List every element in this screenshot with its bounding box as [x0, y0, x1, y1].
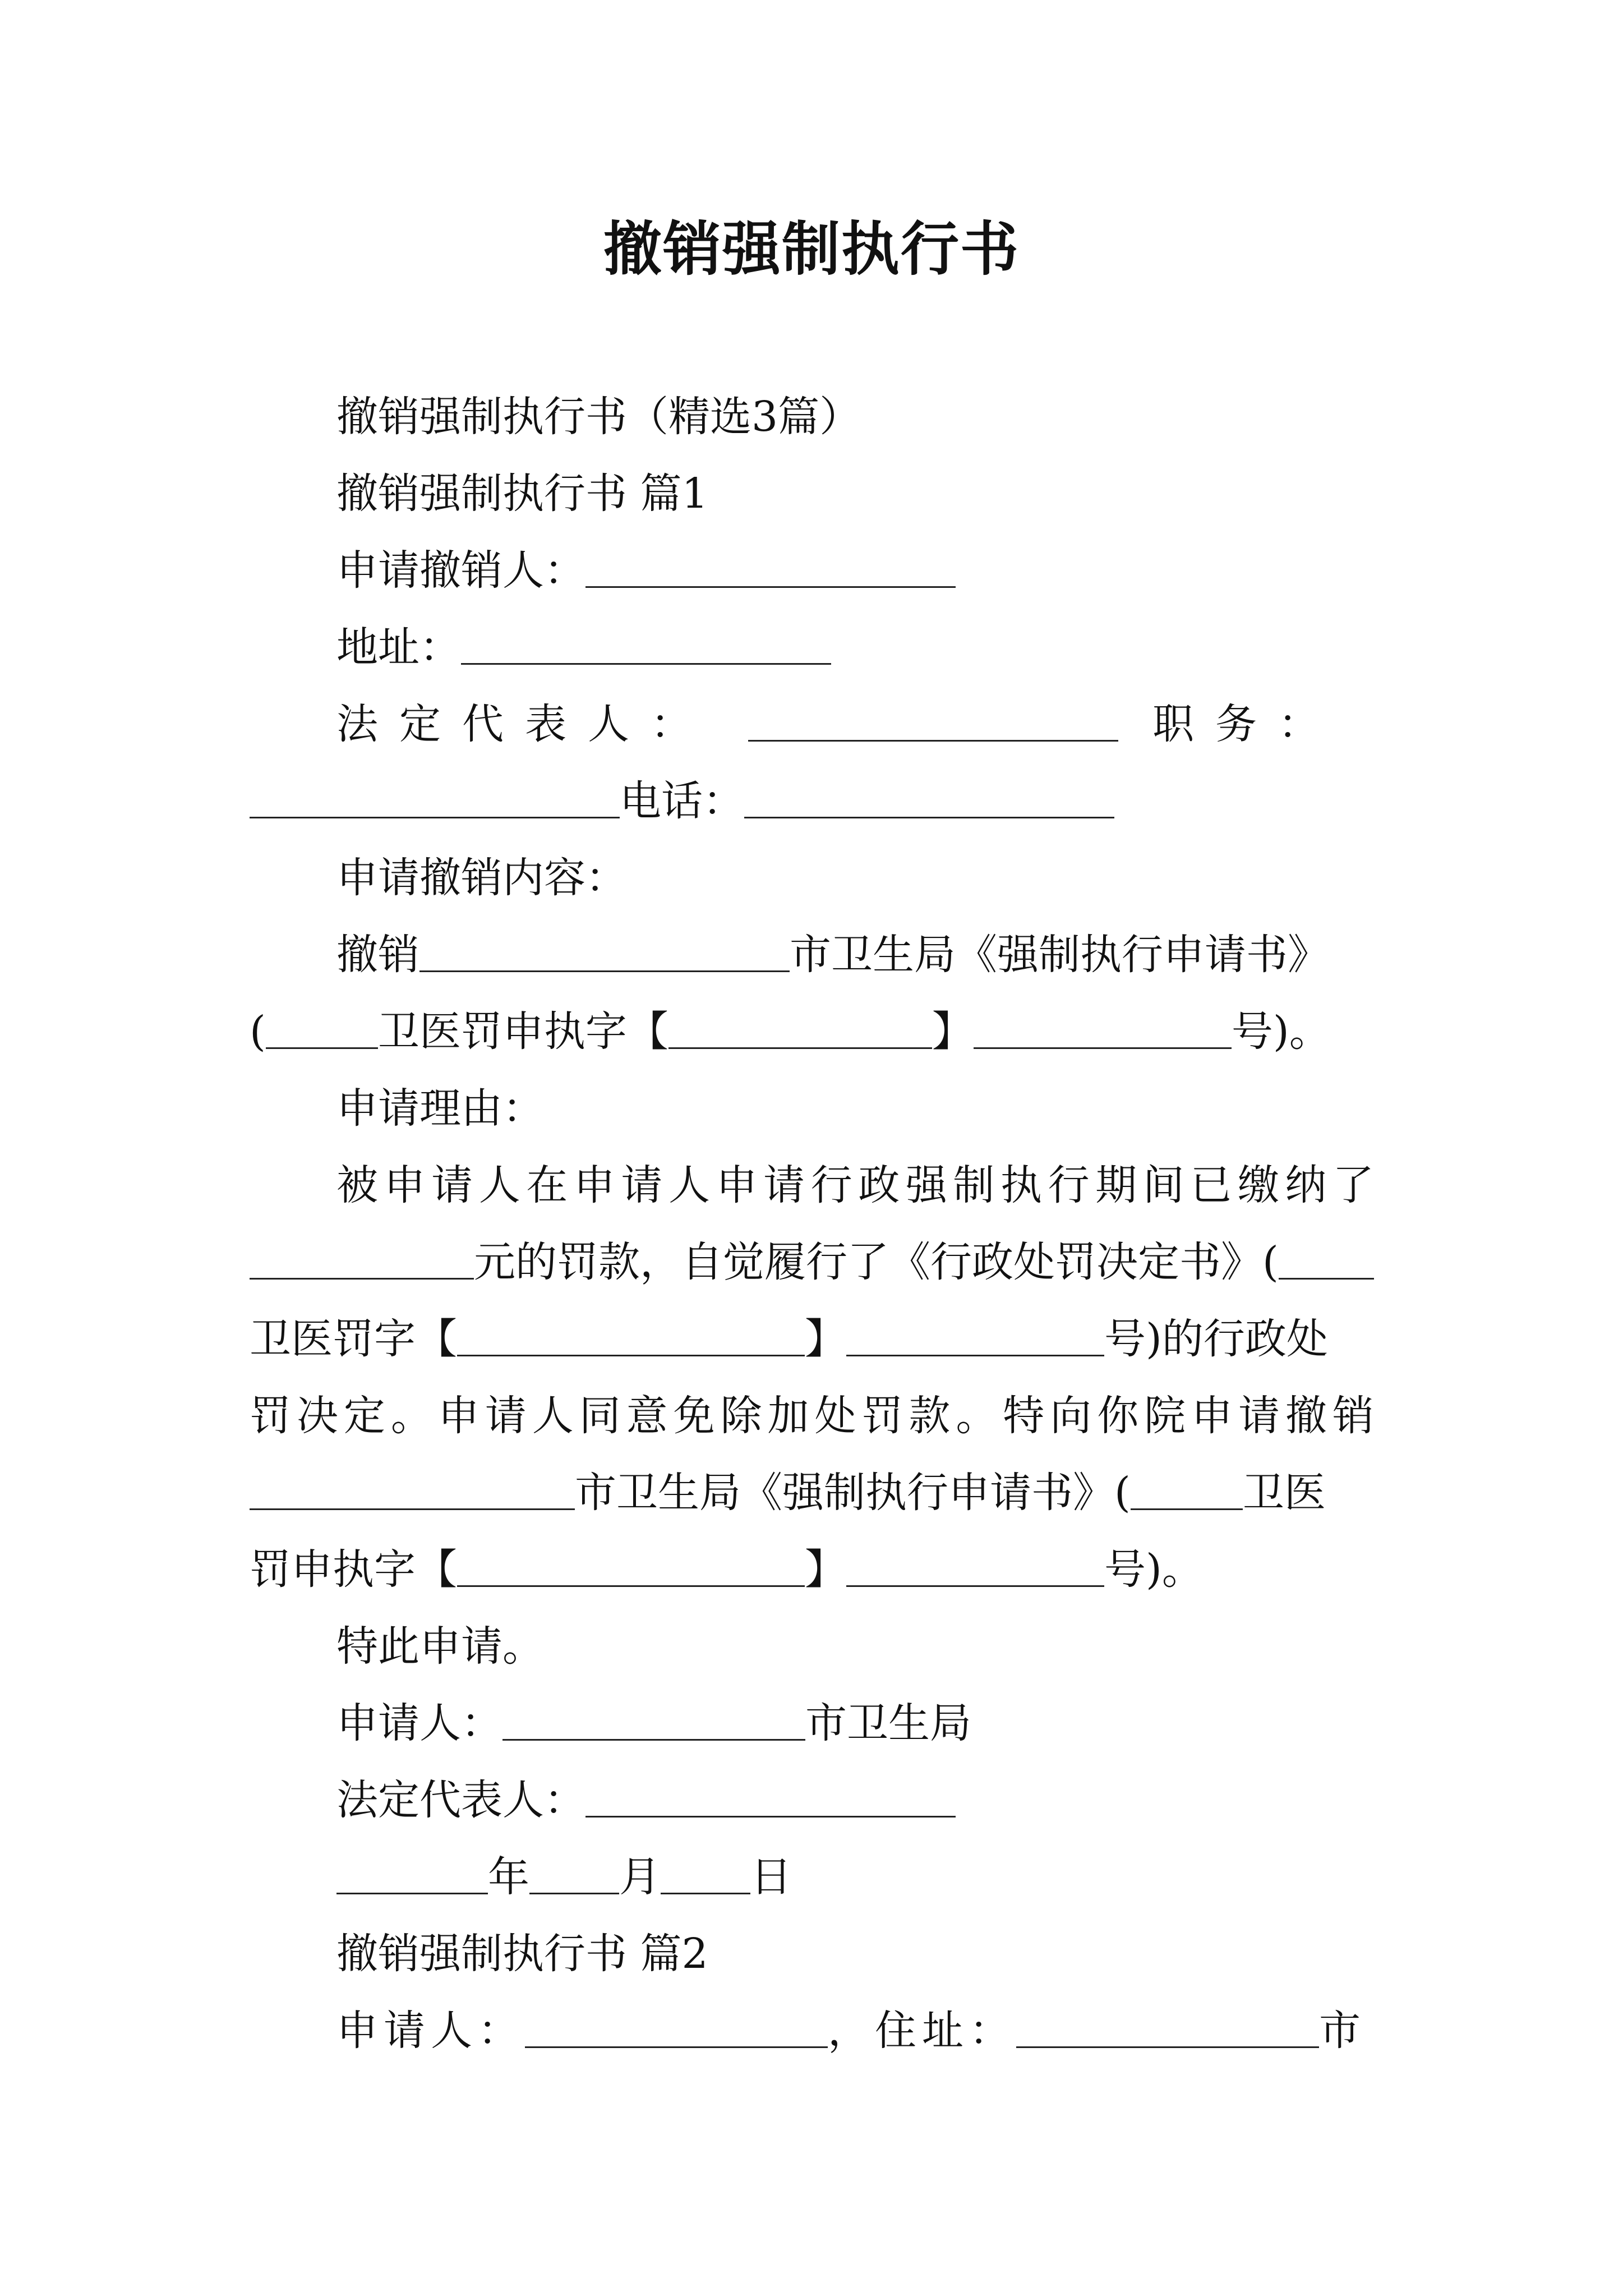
reason-year-blank — [457, 1321, 805, 1356]
reason-line-6 — [250, 1531, 1374, 1608]
reason-case-type3: 罚申执字【 — [250, 1545, 457, 1594]
reason-prefix2-blank — [1131, 1475, 1243, 1510]
content-number-blank — [974, 1014, 1232, 1049]
applicant-line — [250, 532, 1374, 609]
fine-amount-blank — [250, 1244, 474, 1280]
part2-address-blank — [1016, 2013, 1319, 2048]
sign-legal-rep-label: 法定代表人： — [336, 1776, 585, 1824]
part1-heading: 撤销强制执行书 篇1 — [336, 470, 708, 518]
sign-applicant-label: 申请人： — [336, 1699, 502, 1747]
date-day-label: 日 — [750, 1853, 792, 1901]
reason-case-type2: 卫医 — [1242, 1469, 1326, 1517]
content-case-type: 卫医罚申执字【 — [377, 1007, 668, 1056]
date-month-blank — [529, 1859, 619, 1894]
address-blank — [461, 629, 831, 665]
position-blank — [250, 783, 620, 818]
content-line-1 — [250, 917, 1374, 993]
sign-legal-rep-blank — [585, 1782, 956, 1818]
sign-applicant-suffix: 市卫生局 — [805, 1699, 971, 1747]
content-line-2 — [250, 993, 1374, 1070]
reason-line-4: 罚决定。申请人同意免除加处罚款。特向你院申请撤销 — [250, 1392, 1374, 1440]
reason-document-name: 市卫生局《强制执行申请书》( — [575, 1469, 1131, 1517]
part2-applicant-blank — [525, 2013, 828, 2048]
part2-applicant-line — [250, 1993, 1374, 2069]
sign-legal-rep-line — [250, 1762, 1374, 1839]
reason-line-2 — [250, 1224, 1374, 1301]
document-title: 撤销强制执行书 — [603, 215, 1020, 283]
content-year-blank — [668, 1014, 932, 1049]
reason-decision-text: 号)的行政处 — [1104, 1315, 1328, 1363]
sign-applicant-blank — [502, 1705, 805, 1741]
part2-heading: 撤销强制执行书 篇2 — [336, 1930, 708, 1978]
content-number-suffix: 号)。 — [1231, 1007, 1331, 1056]
content-label: 申请撤销内容： — [336, 854, 627, 902]
reason-year2-blank — [457, 1552, 805, 1587]
closing-text: 特此申请。 — [336, 1622, 544, 1671]
date-line — [250, 1839, 1374, 1916]
part2-applicant-label: 申请人： — [336, 2007, 525, 2055]
reason-number-suffix: 号)。 — [1104, 1545, 1204, 1594]
legal-rep-blank — [748, 706, 1118, 742]
sign-applicant-line — [250, 1685, 1374, 1762]
date-year-blank — [336, 1859, 488, 1894]
date-day-blank — [661, 1859, 750, 1894]
content-city-blank — [419, 937, 790, 972]
reason-number2-blank — [846, 1552, 1104, 1587]
legal-rep-line — [250, 686, 1374, 763]
phone-label: 电话： — [620, 777, 744, 825]
content-open-paren: ( — [250, 1007, 266, 1056]
applicant-blank — [585, 553, 956, 588]
document-body — [250, 379, 1374, 2069]
date-year-label: 年 — [488, 1853, 529, 1901]
reason-line-1: 被申请人在申请人申请行政强制执行期间已缴纳了 — [336, 1161, 1374, 1209]
reason-case-type: 卫医罚字【 — [250, 1315, 457, 1363]
reason-close-bracket: 】 — [805, 1315, 846, 1363]
applicant-label: 申请撤销人： — [336, 546, 585, 595]
date-month-label: 月 — [619, 1853, 661, 1901]
content-revoke-word: 撤销 — [336, 931, 419, 979]
legal-rep-label: 法定代表人： — [336, 700, 713, 748]
phone-blank — [744, 783, 1114, 818]
collection-heading: 撤销强制执行书（精选3篇） — [336, 393, 861, 441]
reason-prefix-blank — [1279, 1244, 1374, 1280]
content-document-name: 市卫生局《强制执行申请书》 — [790, 931, 1329, 979]
address-line — [250, 609, 1374, 686]
reason-line-3 — [250, 1301, 1374, 1378]
position-label: 职务： — [1152, 700, 1341, 748]
part2-city-suffix: 市 — [1319, 2007, 1366, 2055]
reason-line-5 — [250, 1455, 1374, 1531]
content-prefix-blank — [266, 1014, 378, 1049]
reason-number-blank — [846, 1321, 1104, 1356]
address-label: 地址： — [336, 623, 461, 671]
part2-address-sep: ，住址： — [828, 2007, 1016, 2055]
reason-fine-text: 元的罚款，自觉履行了《行政处罚决定书》( — [474, 1238, 1279, 1286]
content-close-bracket: 】 — [932, 1007, 974, 1056]
reason-label: 申请理由： — [336, 1084, 544, 1133]
reason-close-bracket2: 】 — [805, 1545, 846, 1594]
reason-city-blank — [250, 1475, 575, 1510]
position-phone-line — [250, 763, 1374, 840]
